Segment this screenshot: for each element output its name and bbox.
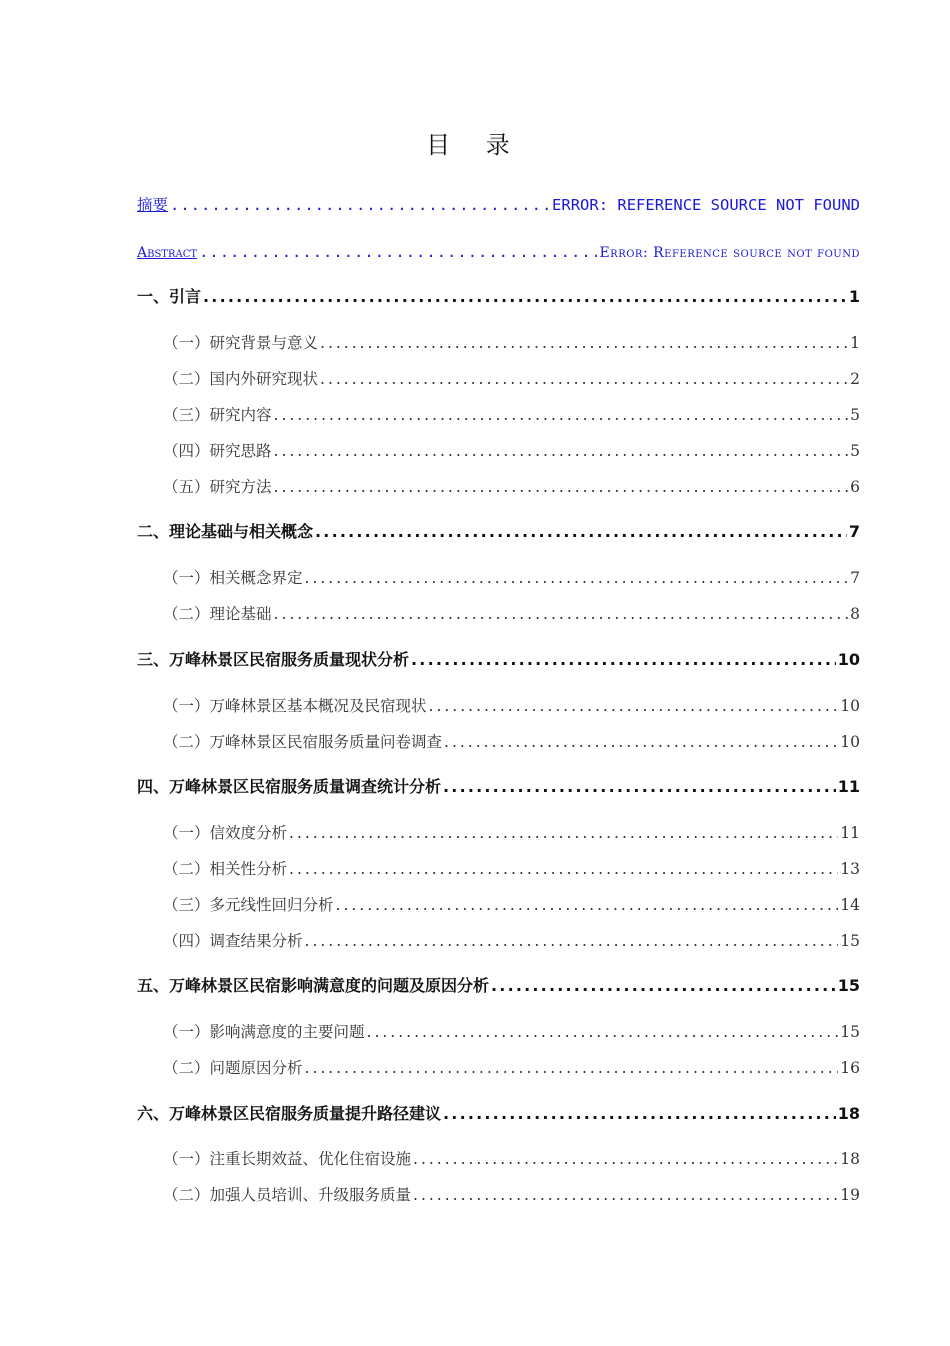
toc-entry-abstract-en[interactable]: [137, 241, 860, 264]
toc-entry-chapter-2[interactable]: [137, 521, 860, 543]
toc-entry-label: （一）影响满意度的主要问题: [163, 1023, 365, 1041]
toc-entry-page: 16: [840, 1059, 860, 1077]
toc-entry-section[interactable]: [163, 404, 860, 426]
toc-leader: [168, 194, 550, 216]
toc-entry-page: 10: [837, 650, 860, 669]
toc-entry-label: （二）加强人员培训、升级服务质量: [163, 1186, 412, 1204]
toc-entry-section[interactable]: [163, 440, 860, 462]
toc-entry-page: Error: Reference source not found: [599, 245, 860, 261]
toc-leader: [442, 731, 838, 753]
toc-entry-section[interactable]: [163, 603, 860, 625]
toc-entry-label: （二）问题原因分析: [163, 1059, 303, 1077]
toc-entry-page: 13: [840, 860, 860, 878]
toc-entry-page: 18: [840, 1150, 860, 1168]
toc-entry-section[interactable]: [163, 1021, 860, 1043]
toc-entry-abstract-cn[interactable]: [137, 194, 860, 216]
toc-entry-page: 19: [840, 1186, 860, 1204]
toc-leader: [409, 649, 836, 671]
toc-entry-page: 10: [840, 733, 860, 751]
toc-entry-label: （一）相关概念界定: [163, 569, 303, 587]
toc-leader: [303, 1057, 839, 1079]
toc-entry-section[interactable]: [163, 731, 860, 753]
toc-leader: [272, 603, 849, 625]
toc-leader: [318, 332, 848, 354]
toc-leader: [272, 404, 849, 426]
toc-entry-label: 五、万峰林景区民宿影响满意度的问题及原因分析: [137, 976, 490, 995]
toc-entry-page: 1: [848, 287, 860, 306]
toc-entry-label: （一）注重长期效益、优化住宿设施: [163, 1150, 412, 1168]
toc-entry-page: 2: [850, 370, 860, 388]
toc-entry-section[interactable]: [163, 930, 860, 952]
toc-entry-chapter-6[interactable]: [137, 1103, 860, 1125]
toc-entry-section[interactable]: [163, 1148, 860, 1170]
toc-entry-page: 7: [850, 569, 860, 587]
toc-entry-label: （一）研究背景与意义: [163, 334, 319, 352]
toc-entry-page: 6: [850, 478, 860, 496]
toc-entry-page: 5: [850, 442, 860, 460]
toc-entry-page: 5: [850, 406, 860, 424]
toc-entry-section[interactable]: [163, 567, 860, 589]
toc-entry-label: 二、理论基础与相关概念: [137, 522, 314, 541]
toc-entry-page: 11: [837, 777, 860, 796]
toc-entry-page: 18: [837, 1104, 860, 1123]
toc-entry-label: （四）研究思路: [163, 442, 272, 460]
toc-entry-page: 15: [837, 976, 860, 995]
toc-entry-page: ERROR: REFERENCE SOURCE NOT FOUND: [552, 196, 860, 214]
toc-leader: [441, 1103, 836, 1125]
toc-leader: [427, 695, 839, 717]
toc-entry-label: 四、万峰林景区民宿服务质量调查统计分析: [137, 777, 442, 796]
toc-entry-page: 15: [840, 932, 860, 950]
toc-entry-section[interactable]: [163, 1184, 860, 1206]
toc-entry-section[interactable]: [163, 894, 860, 916]
toc-entry-section[interactable]: [163, 822, 860, 844]
toc-entry-page: 7: [848, 522, 860, 541]
toc-title: 目 录: [426, 131, 524, 159]
toc-leader: [272, 440, 849, 462]
toc-entry-label: （二）理论基础: [163, 605, 272, 623]
toc-entry-label: （一）信效度分析: [163, 824, 288, 842]
toc-leader: [411, 1148, 838, 1170]
toc-entry-label: 三、万峰林景区民宿服务质量现状分析: [137, 650, 410, 669]
toc-entry-page: 1: [850, 334, 860, 352]
toc-entry-chapter-3[interactable]: [137, 649, 860, 671]
toc-entry-label: （一）万峰林景区基本概况及民宿现状: [163, 697, 427, 715]
toc-entry-section[interactable]: [163, 476, 860, 498]
toc-entry-chapter-4[interactable]: [137, 776, 860, 798]
toc-leader: [303, 930, 839, 952]
toc-entry-page: 14: [840, 896, 860, 914]
toc-entry-section[interactable]: [163, 695, 860, 717]
toc-entry-page: 11: [840, 824, 860, 842]
toc-leader: [272, 476, 849, 498]
toc-entry-label: 六、万峰林景区民宿服务质量提升路径建议: [137, 1104, 442, 1123]
toc-entry-label: （三）研究内容: [163, 406, 272, 424]
toc-entry-chapter-5[interactable]: [137, 975, 860, 997]
toc-entry-page: 15: [840, 1023, 860, 1041]
toc-entry-label: （二）万峰林景区民宿服务质量问卷调查: [163, 733, 443, 751]
toc-entry-section[interactable]: [163, 368, 860, 390]
toc-leader: [201, 286, 847, 308]
toc-leader: [411, 1184, 838, 1206]
toc-entry-label: Abstract: [137, 245, 198, 261]
toc-entry-label: （二）相关性分析: [163, 860, 288, 878]
toc-leader: [334, 894, 839, 916]
toc-leader: [441, 776, 836, 798]
toc-leader: [318, 368, 848, 390]
toc-entry-page: 8: [850, 605, 860, 623]
toc-entry-label: （五）研究方法: [163, 478, 272, 496]
toc-leader: [287, 858, 838, 880]
toc-entry-page: 10: [840, 697, 860, 715]
toc-leader: [313, 521, 847, 543]
toc-leader: [303, 567, 849, 589]
toc-entry-section[interactable]: [163, 858, 860, 880]
toc-entry-section[interactable]: [163, 1057, 860, 1079]
toc-entry-label: （三）多元线性回归分析: [163, 896, 334, 914]
toc-entry-label: （四）调查结果分析: [163, 932, 303, 950]
toc-entry-label: 一、引言: [137, 287, 202, 306]
toc-entry-label: 摘要: [137, 196, 169, 214]
toc-leader: [489, 975, 836, 997]
toc-entry-label: （二）国内外研究现状: [163, 370, 319, 388]
toc-leader: [197, 241, 597, 263]
toc-entry-section[interactable]: [163, 332, 860, 354]
toc-leader: [287, 822, 838, 844]
toc-entry-chapter-1[interactable]: [137, 286, 860, 308]
toc-leader: [365, 1021, 839, 1043]
